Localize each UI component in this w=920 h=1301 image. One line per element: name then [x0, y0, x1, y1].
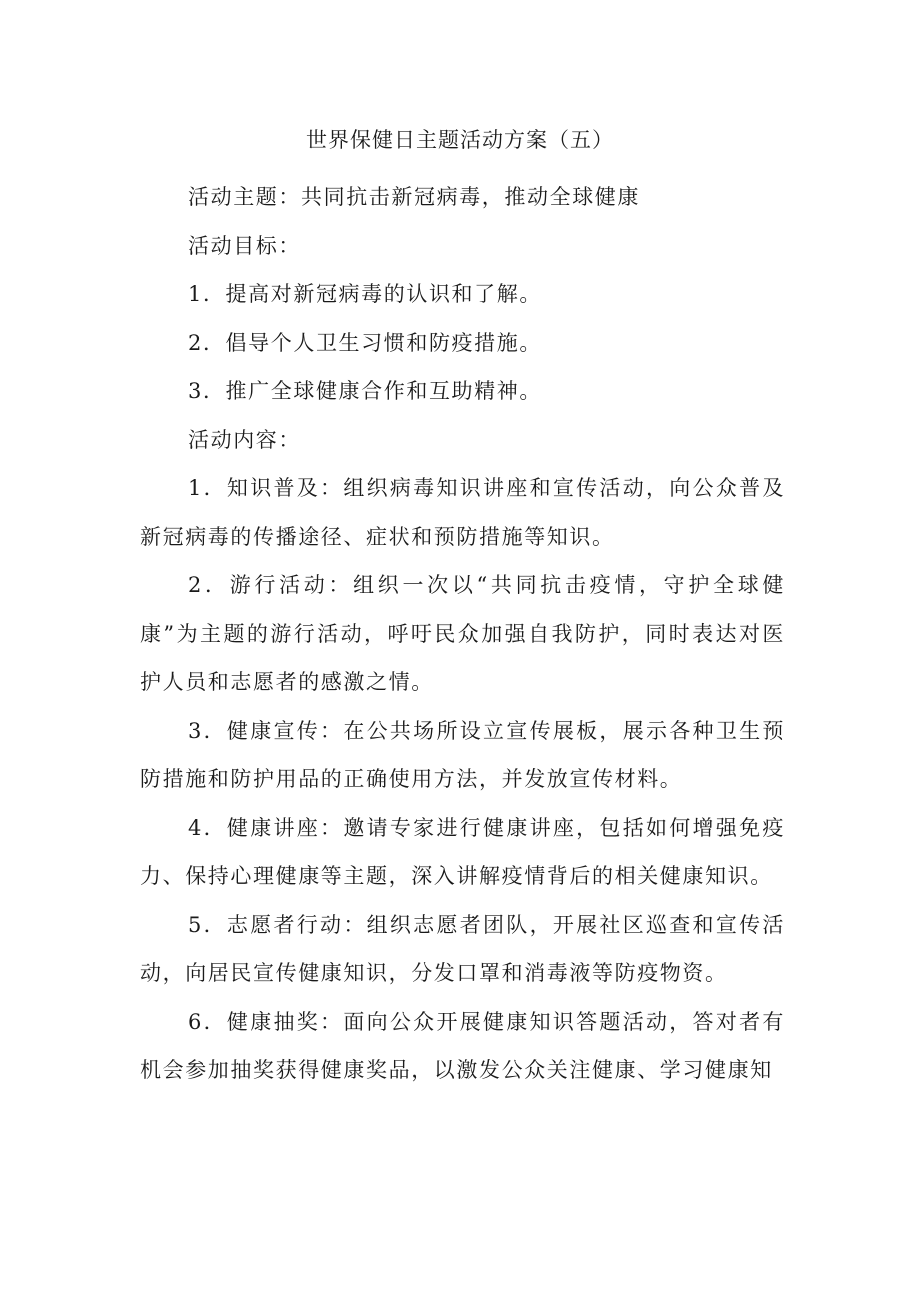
content-heading: 活动内容：	[188, 427, 301, 452]
content-item-4: 4．健康讲座：邀请专家进行健康讲座，包括如何增强免疫力、保持心理健康等主题，深入讲解疫情背后的相关健康知识。	[140, 815, 785, 888]
content-item-2: 2．游行活动：组织一次以“共同抗击疫情，守护全球健康”为主题的游行活动，呼吁民众加强自我防护，同时表达对医护人员和志愿者的感激之情。	[140, 573, 785, 694]
theme-paragraph: 活动主题：共同抗击新冠病毒，推动全球健康	[188, 185, 640, 209]
content-item-5: 5．志愿者行动：组织志愿者团队，开展社区巡查和宣传活动，向居民宣传健康知识，分发口罩和消毒液等防疫物资。	[140, 912, 785, 985]
goal-item-3: 3．推广全球健康合作和互助精神。	[188, 379, 542, 403]
content-item-6: 6．健康抽奖：面向公众开展健康知识答题活动，答对者有机会参加抽奖获得健康奖品，以激发公众关注健康、学习健康知	[140, 1009, 785, 1082]
goal-item-2: 2．倡导个人卫生习惯和防疫措施。	[188, 330, 542, 355]
content-item-1: 1．知识普及：组织病毒知识讲座和宣传活动，向公众普及新冠病毒的传播途径、症状和预防措施等知识。	[140, 476, 785, 549]
document-body	[140, 173, 785, 1095]
content-item-3: 3．健康宣传：在公共场所设立宣传展板，展示各种卫生预防措施和防护用品的正确使用方法，并发放宣传材料。	[140, 718, 785, 791]
document-title: 世界保健日主题活动方案（五）	[306, 128, 614, 152]
goals-heading: 活动目标：	[188, 233, 301, 258]
goal-item-1: 1．提高对新冠病毒的认识和了解。	[188, 282, 542, 306]
